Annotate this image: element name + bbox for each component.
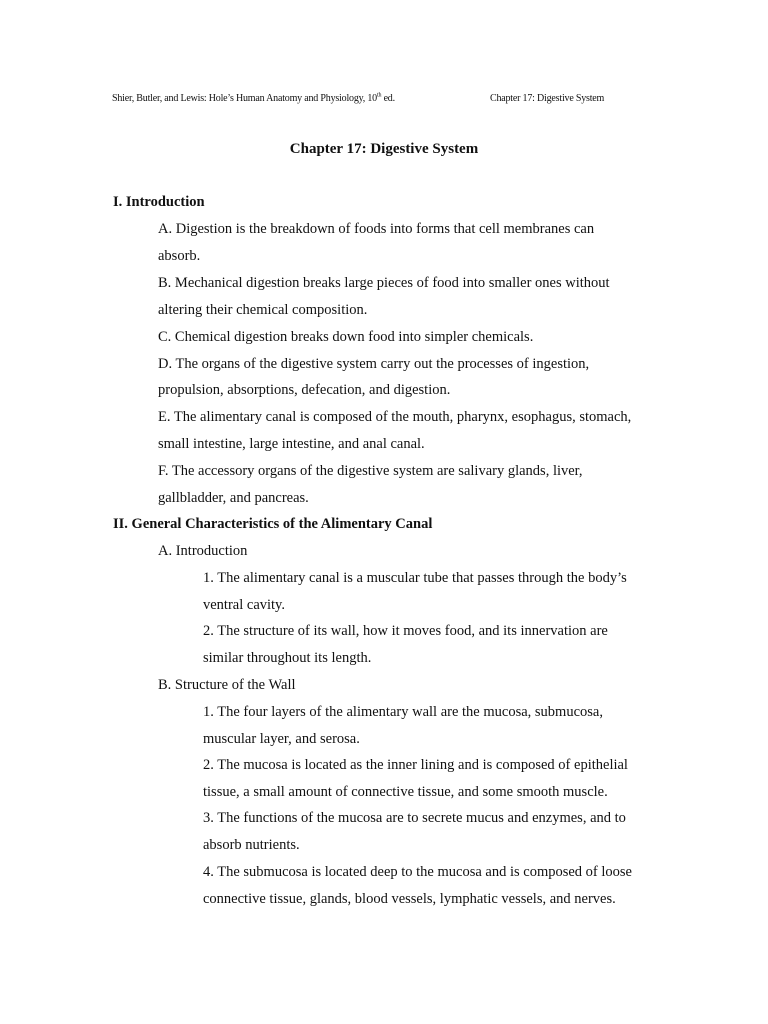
header-citation: Shier, Butler, and Lewis: Hole’s Human Anatomy and Physiology, 10th ed. (112, 92, 395, 104)
outline-item-line: ventral cavity. (203, 597, 285, 613)
outline-item-line: gallbladder, and pancreas. (158, 490, 309, 506)
outline-item-line: tissue, a small amount of connective tissue, and some smooth muscle. (203, 784, 608, 800)
subsection-heading-introduction: A. Introduction (158, 543, 248, 559)
outline-item-line: C. Chemical digestion breaks down food into simpler chemicals. (158, 329, 534, 345)
outline-item-line: propulsion, absorptions, defecation, and digestion. (158, 382, 451, 398)
outline-item-line: small intestine, large intestine, and anal canal. (158, 436, 425, 452)
outline-item-line: 4. The submucosa is located deep to the mucosa and is composed of loose (203, 864, 632, 880)
outline-item-line: similar throughout its length. (203, 650, 372, 666)
outline-item-line: altering their chemical composition. (158, 302, 368, 318)
section-heading-general-characteristics: II. General Characteristics of the Alimentary Canal (113, 516, 433, 532)
outline-item-line: absorb. (158, 248, 201, 264)
outline-item-line: 2. The mucosa is located as the inner lining and is composed of epithelial (203, 757, 628, 773)
outline-item-line: B. Mechanical digestion breaks large pieces of food into smaller ones without (158, 275, 610, 291)
outline-item-line: 1. The alimentary canal is a muscular tube that passes through the body’s (203, 570, 627, 586)
outline-item-line: connective tissue, glands, blood vessels, lymphatic vessels, and nerves. (203, 891, 616, 907)
outline-item-line: muscular layer, and serosa. (203, 731, 360, 747)
section-heading-introduction: I. Introduction (113, 194, 205, 210)
header-chapter: Chapter 17: Digestive System (490, 93, 605, 104)
subsection-heading-structure-of-wall: B. Structure of the Wall (158, 677, 296, 693)
outline-item-line: D. The organs of the digestive system carry out the processes of ingestion, (158, 356, 590, 372)
outline-item-line: absorb nutrients. (203, 837, 300, 853)
outline-item-line: 3. The functions of the mucosa are to secrete mucus and enzymes, and to (203, 810, 626, 826)
outline-item-line: 2. The structure of its wall, how it moves food, and its innervation are (203, 623, 608, 639)
page-title: Chapter 17: Digestive System (289, 141, 479, 157)
outline-item-line: E. The alimentary canal is composed of the mouth, pharynx, esophagus, stomach, (158, 409, 632, 425)
outline-item-line: 1. The four layers of the alimentary wall are the mucosa, submucosa, (203, 704, 603, 720)
outline-item-line: F. The accessory organs of the digestive system are salivary glands, liver, (158, 463, 583, 479)
outline-item-line: A. Digestion is the breakdown of foods into forms that cell membranes can (158, 221, 595, 237)
